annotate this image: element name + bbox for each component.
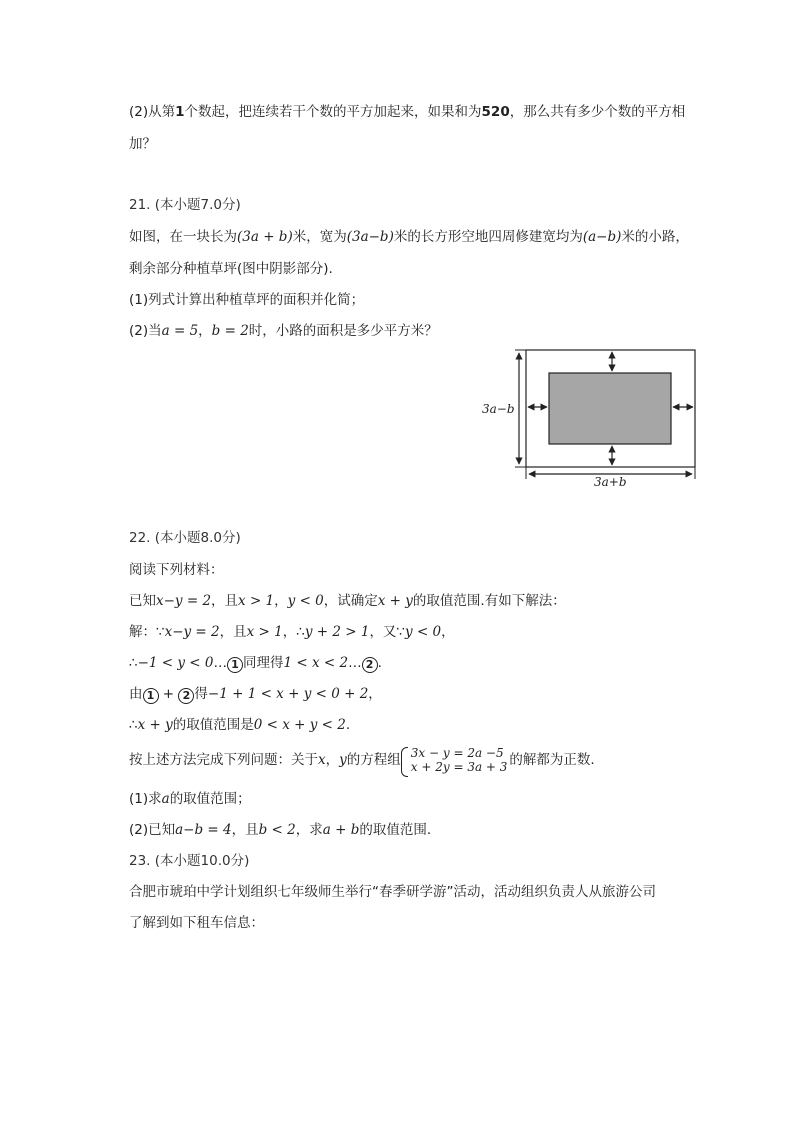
equation-2: x + 2y = 3a + 3 bbox=[410, 760, 508, 774]
q22-solution-line2: ∴−1 < y < 0… 1 同理得1 < x < 2… 2 . bbox=[129, 655, 382, 671]
q22-solution-line3: 由 1 + 2 得−1 + 1 < x + y < 0 + 2， bbox=[129, 686, 382, 702]
q22-given: 已知x−y = 2，且x > 1，y < 0，试确定x + y的取值范围.有如下解法： bbox=[129, 593, 566, 609]
rectangle-figure bbox=[478, 345, 700, 488]
lawn-shaded-area bbox=[549, 373, 671, 444]
left-brace-icon bbox=[401, 747, 408, 777]
circled-number-1: 1 bbox=[143, 688, 159, 704]
circled-number-2: 2 bbox=[362, 657, 378, 673]
equation-1: 3x − y = 2a −5 bbox=[410, 746, 504, 760]
q21-line1: 如图，在一块长为(3a + b)米，宽为(3a−b)米的长方形空地四周修建宽均为(a−b)米的小路， bbox=[129, 229, 689, 245]
q21-line2: 剩余部分种植草坪(图中阴影部分). bbox=[129, 261, 333, 277]
q23-line2: 了解到如下租车信息： bbox=[129, 915, 264, 931]
q22-intro: 阅读下列材料： bbox=[129, 562, 224, 578]
q23-line1: 合肥市琥珀中学计划组织七年级师生举行“春季研学游”活动，活动组织负责人从旅游公司 bbox=[129, 884, 656, 900]
height-label: 3a−b bbox=[482, 402, 515, 416]
q22-part1: (1)求a的取值范围； bbox=[129, 791, 251, 807]
q20-part2-line1: (2)从第1个数起，把连续若干个数的平方加起来，如果和为520，那么共有多少个数的平方相 bbox=[129, 104, 686, 120]
q20-part2-line2: 加？ bbox=[129, 136, 156, 152]
circled-number-2: 2 bbox=[178, 688, 194, 704]
q21-part1: (1)列式计算出种植草坪的面积并化简； bbox=[129, 292, 365, 308]
q21-part2: (2)当a = 5，b = 2时，小路的面积是多少平方米？ bbox=[129, 323, 438, 339]
q23-header: 23. (本小题10.0分) bbox=[129, 853, 250, 869]
q22-header: 22. (本小题8.0分) bbox=[129, 530, 241, 546]
q22-part2: (2)已知a−b = 4，且b < 2，求a + b的取值范围. bbox=[129, 822, 432, 838]
equation-system bbox=[401, 746, 508, 774]
circled-number-1: 1 bbox=[227, 657, 243, 673]
width-label: 3a+b bbox=[594, 475, 627, 488]
q22-task: 按上述方法完成下列问题：关于x，y的方程组 3x − y = 2a −5 x + 2y = 3a + 3 的解都为正数. bbox=[129, 745, 595, 775]
q21-header: 21. (本小题7.0分) bbox=[129, 197, 241, 213]
q22-solution-line1: 解：∵x−y = 2，且x > 1，∴y + 2 > 1，又∵y < 0， bbox=[129, 624, 455, 640]
q22-solution-line4: ∴x + y的取值范围是0 < x + y < 2. bbox=[129, 717, 351, 733]
